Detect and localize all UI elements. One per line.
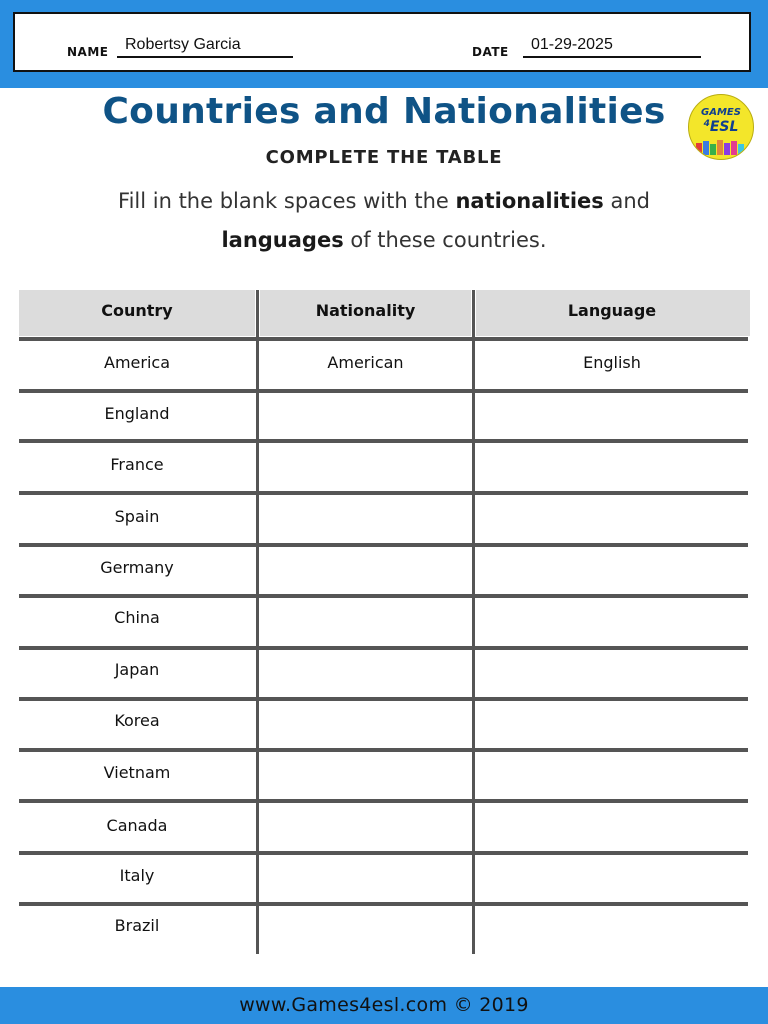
cell-nationality[interactable]: [258, 455, 473, 475]
cell-nationality[interactable]: [258, 608, 473, 628]
row-divider: [19, 389, 748, 393]
keyword-nationalities: nationalities: [455, 189, 604, 213]
header-language: Language: [567, 301, 657, 320]
cell-language[interactable]: [476, 608, 748, 628]
row-divider: [19, 697, 748, 701]
cell-country: France: [110, 455, 164, 474]
row-divider: [19, 902, 748, 906]
cell-language[interactable]: [476, 816, 748, 836]
cell-nationality[interactable]: [258, 763, 473, 783]
cell-nationality[interactable]: [258, 404, 473, 424]
cell-language[interactable]: [476, 455, 748, 475]
date-field[interactable]: 01-29-2025: [523, 36, 701, 58]
cell-country: Spain: [114, 507, 160, 526]
date-label: DATE: [472, 45, 509, 59]
cell-nationality[interactable]: [258, 660, 473, 680]
cell-language[interactable]: English: [583, 353, 641, 372]
page-subtitle: COMPLETE THE TABLE: [265, 147, 503, 168]
cell-nationality[interactable]: [258, 507, 473, 527]
cell-country: Italy: [119, 866, 155, 885]
cell-language[interactable]: [476, 866, 748, 886]
row-divider: [19, 851, 748, 855]
header-country: Country: [101, 301, 173, 320]
row-divider: [19, 439, 748, 443]
logo-line-games: GAMES: [701, 107, 741, 118]
cell-nationality[interactable]: [258, 816, 473, 836]
cell-country: Japan: [114, 660, 160, 679]
header-nationality: Nationality: [315, 301, 416, 320]
cell-language[interactable]: [476, 711, 748, 731]
cell-country: America: [104, 353, 170, 372]
row-divider: [19, 337, 748, 341]
row-divider: [19, 594, 748, 598]
name-field[interactable]: Robertsy Garcia: [117, 36, 293, 58]
cell-nationality[interactable]: [258, 711, 473, 731]
row-divider: [19, 491, 748, 495]
row-divider: [19, 543, 748, 547]
cell-nationality[interactable]: American: [327, 353, 404, 372]
cell-language[interactable]: [476, 916, 748, 936]
cell-language[interactable]: [476, 404, 748, 424]
cell-country: Korea: [114, 711, 160, 730]
row-divider: [19, 748, 748, 752]
cell-nationality[interactable]: [258, 916, 473, 936]
cell-country: China: [114, 608, 160, 627]
cell-country: Vietnam: [103, 763, 171, 782]
cell-nationality[interactable]: [258, 866, 473, 886]
cell-language[interactable]: [476, 507, 748, 527]
name-label: NAME: [67, 45, 109, 59]
row-divider: [19, 646, 748, 650]
page-title: Countries and Nationalities: [102, 91, 666, 132]
cell-country: Brazil: [114, 916, 160, 935]
instructions: Fill in the blank spaces with the nationalities and languages of these countries.: [118, 189, 650, 252]
keyword-languages: languages: [221, 228, 344, 252]
cell-country: Germany: [100, 558, 174, 577]
cell-language[interactable]: [476, 558, 748, 578]
cell-language[interactable]: [476, 660, 748, 680]
row-divider: [19, 799, 748, 803]
cell-country: England: [104, 404, 170, 423]
cell-nationality[interactable]: [258, 558, 473, 578]
logo-line-esl: $^4$ESL: [703, 119, 739, 135]
footer-website: www.Games4esl.com © 2019: [0, 987, 768, 1024]
cell-country: Canada: [106, 816, 168, 835]
cell-language[interactable]: [476, 763, 748, 783]
